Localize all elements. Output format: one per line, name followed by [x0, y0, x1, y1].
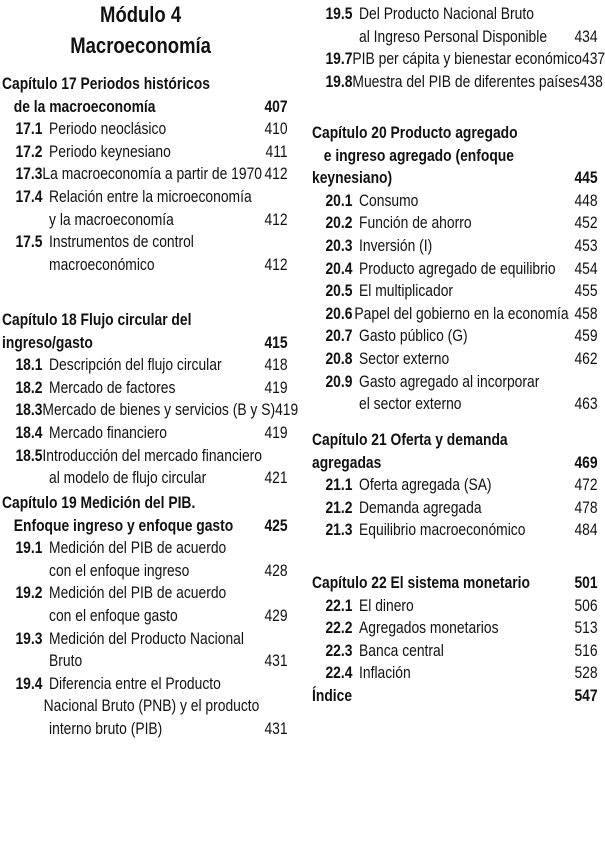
- page-number: 506: [574, 596, 598, 615]
- section-entry[interactable]: [2, 377, 288, 400]
- page-number: 428: [264, 561, 288, 580]
- section-number: 19.5: [325, 5, 353, 23]
- section-entry[interactable]: [2, 209, 288, 232]
- section-number: 22.1: [325, 596, 353, 615]
- section-title: Papel del gobierno en la economía: [354, 304, 569, 323]
- chapter-heading-line[interactable]: [312, 145, 598, 168]
- section-number: 20.1: [325, 191, 353, 210]
- chapter-heading-line[interactable]: [312, 452, 598, 475]
- page-number: 445: [574, 169, 598, 188]
- section-entry[interactable]: [312, 474, 598, 497]
- chapter-heading-line[interactable]: [312, 122, 598, 145]
- chapter-title: Índice: [312, 687, 353, 705]
- section-title: Sector externo: [359, 349, 450, 368]
- chapter-title: keynesiano): [312, 169, 393, 188]
- section-title: La macroeconomía a partir de 1970: [42, 165, 263, 184]
- page-number: 434: [574, 27, 598, 46]
- page-number: 429: [264, 606, 288, 625]
- section-title: El dinero: [359, 596, 414, 615]
- chapter-title: e ingreso agregado (enfoque: [323, 146, 514, 165]
- section-title: El multiplicador: [359, 282, 454, 301]
- section-title: Bruto: [49, 652, 83, 671]
- page-number: 472: [574, 476, 598, 495]
- section-entry[interactable]: [312, 640, 598, 663]
- section-entry[interactable]: [2, 650, 288, 673]
- chapter-title: agregadas: [312, 453, 382, 472]
- section-number: 17.1: [15, 120, 43, 139]
- section-number: 20.4: [325, 259, 353, 278]
- section-entry[interactable]: [2, 718, 288, 741]
- section-title: Medición del PIB de acuerdo: [49, 539, 227, 558]
- section-entry[interactable]: [312, 235, 598, 258]
- section-number: 19.2: [15, 584, 43, 603]
- page-number: 458: [574, 304, 598, 323]
- section-title: con el enfoque ingreso: [49, 561, 190, 580]
- section-entry[interactable]: [312, 280, 598, 303]
- section-number: 18.4: [15, 423, 43, 442]
- chapter-entry: [312, 3, 605, 93]
- page-number: [262, 445, 288, 468]
- section-title: PIB per cápita y bienestar económico: [352, 50, 583, 69]
- page-number: [259, 695, 287, 718]
- module-subtitle: Macroeconomía: [70, 33, 211, 58]
- chapter-title: Capítulo 20 Producto agregado: [312, 124, 518, 142]
- section-number: 18.3: [15, 401, 43, 420]
- section-title: Equilibrio macroeconómico: [359, 521, 526, 540]
- section-entry[interactable]: [2, 537, 288, 560]
- page-number: 448: [574, 191, 598, 210]
- section-entry[interactable]: [312, 71, 603, 94]
- page-number: 412: [264, 165, 288, 184]
- section-title: Muestra del PIB de diferentes países: [352, 72, 580, 91]
- chapter-title: Capítulo 22 El sistema monetario: [312, 574, 530, 592]
- page-number: 407: [264, 97, 288, 116]
- chapter-title: Enfoque ingreso y enfoque gasto: [13, 516, 234, 535]
- section-entry[interactable]: [312, 595, 598, 618]
- page-number: [564, 122, 598, 145]
- section-title: Oferta agregada (SA): [359, 476, 492, 495]
- page-number: [254, 492, 288, 515]
- section-entry[interactable]: [2, 582, 288, 605]
- page-number: 438: [579, 72, 603, 91]
- page-number: [254, 309, 288, 332]
- chapter-entry: [312, 685, 598, 708]
- page-number: 484: [574, 521, 598, 540]
- section-number: 18.1: [15, 356, 43, 375]
- page-number: 410: [264, 120, 288, 139]
- section-title: Relación entre la microeconomía: [49, 187, 252, 206]
- page-number: 463: [574, 395, 598, 414]
- section-entry[interactable]: [312, 519, 598, 542]
- section-title: el sector externo: [359, 395, 462, 414]
- section-entry[interactable]: [312, 393, 598, 416]
- page-number: [254, 628, 288, 651]
- page-number: 419: [264, 423, 288, 442]
- section-title: Periodo neoclásico: [49, 120, 167, 139]
- section-number: 20.2: [325, 214, 353, 233]
- chapter-entry: [2, 73, 288, 276]
- chapter-heading-line[interactable]: [2, 309, 288, 332]
- section-number: 19.7: [325, 50, 353, 69]
- section-number: 22.2: [325, 619, 353, 638]
- section-entry[interactable]: [312, 258, 598, 281]
- section-number: 18.5: [15, 446, 43, 465]
- section-entry[interactable]: [2, 673, 288, 696]
- section-title: Periodo keynesiano: [49, 142, 171, 161]
- chapter-title: Capítulo 18 Flujo circular del: [2, 311, 192, 329]
- page-number: 415: [264, 333, 288, 352]
- chapter-title: Capítulo 17 Periodos históricos: [2, 75, 210, 93]
- section-number: 17.5: [15, 233, 43, 252]
- section-title: Mercado de bienes y servicios (B y S): [42, 401, 276, 420]
- section-number: 20.8: [325, 349, 353, 368]
- section-entry[interactable]: [2, 118, 288, 141]
- section-number: 19.1: [15, 539, 43, 558]
- page-number: 469: [574, 453, 598, 472]
- section-number: 19.8: [325, 72, 353, 91]
- section-title: Descripción del flujo circular: [49, 356, 222, 375]
- section-number: 20.7: [325, 327, 353, 346]
- section-number: 20.3: [325, 236, 353, 255]
- section-title: Del Producto Nacional Bruto: [359, 5, 534, 23]
- chapter-entry: [312, 122, 598, 416]
- chapter-heading-line[interactable]: [2, 515, 288, 538]
- page-number: [564, 145, 598, 168]
- section-entry[interactable]: [312, 617, 598, 640]
- section-title: Producto agregado de equilibrio: [359, 259, 556, 278]
- section-number: 19.3: [15, 629, 43, 648]
- chapter-title: Capítulo 21 Oferta y demanda: [312, 431, 508, 449]
- module-title: Módulo 4: [100, 2, 182, 27]
- page-number: 453: [574, 236, 598, 255]
- chapter-title: ingreso/gasto: [2, 333, 93, 352]
- section-title: Mercado financiero: [49, 423, 167, 442]
- section-title: interno bruto (PIB): [49, 719, 163, 738]
- chapter-heading-line[interactable]: [312, 429, 598, 452]
- section-entry[interactable]: [312, 26, 598, 49]
- page-number: 431: [264, 719, 288, 738]
- section-entry[interactable]: [2, 445, 288, 468]
- page-number: 411: [265, 142, 288, 161]
- section-title: Diferencia entre el Producto: [49, 674, 221, 693]
- chapter-heading-line[interactable]: [2, 332, 288, 355]
- chapter-entry: [312, 572, 598, 685]
- section-number: 21.2: [325, 498, 353, 517]
- chapter-entry: [2, 309, 299, 490]
- section-title: Inflación: [359, 664, 411, 683]
- page-number: 421: [264, 469, 288, 488]
- section-number: 21.1: [325, 476, 353, 495]
- section-entry[interactable]: [2, 628, 288, 651]
- section-number: 18.2: [15, 378, 43, 397]
- section-title: Introducción del mercado financiero: [42, 446, 263, 465]
- chapter-heading-line[interactable]: [312, 167, 598, 190]
- section-number: 20.5: [325, 282, 353, 301]
- section-number: 17.3: [15, 165, 43, 184]
- page-number: 516: [574, 641, 598, 660]
- section-entry[interactable]: [312, 212, 598, 235]
- section-entry[interactable]: [2, 186, 288, 209]
- page-number: 412: [264, 255, 288, 274]
- section-entry[interactable]: [312, 190, 598, 213]
- chapter-heading-line[interactable]: [2, 96, 288, 119]
- page-number: 418: [264, 356, 288, 375]
- page-number: 412: [264, 210, 288, 229]
- page-number: [254, 231, 288, 254]
- section-title: Inversión (I): [359, 236, 433, 255]
- page-number: 431: [264, 652, 288, 671]
- section-number: 22.3: [325, 641, 353, 660]
- section-title: Gasto agregado al incorporar: [359, 372, 540, 391]
- section-title: macroeconómico: [49, 255, 155, 274]
- section-title: Consumo: [359, 191, 419, 210]
- page-number: 459: [574, 327, 598, 346]
- page-number: [254, 73, 288, 96]
- chapter-title: Capítulo 19 Medición del PIB.: [2, 494, 196, 512]
- page-number: 528: [574, 664, 598, 683]
- section-number: 17.2: [15, 142, 43, 161]
- section-entry[interactable]: [2, 354, 288, 377]
- page-number: [254, 186, 288, 209]
- section-number: 17.4: [15, 187, 43, 206]
- page-number: 455: [574, 282, 598, 301]
- page-number: [564, 3, 598, 26]
- page-number: [254, 537, 288, 560]
- page-number: 478: [574, 498, 598, 517]
- page-number: [254, 673, 288, 696]
- chapter-entry: [312, 429, 598, 542]
- section-title: Función de ahorro: [359, 214, 472, 233]
- chapter-heading-line[interactable]: [312, 685, 598, 708]
- section-entry[interactable]: [2, 560, 288, 583]
- section-entry[interactable]: [2, 467, 288, 490]
- chapter-heading-line[interactable]: [2, 492, 288, 515]
- page-number: 454: [574, 259, 598, 278]
- section-entry[interactable]: [2, 141, 288, 164]
- section-entry[interactable]: [312, 662, 598, 685]
- page-number: 501: [574, 574, 598, 592]
- page-number: [564, 371, 598, 394]
- section-entry[interactable]: [312, 48, 605, 71]
- section-title: Gasto público (G): [359, 327, 468, 346]
- chapter-entry: [2, 492, 288, 741]
- section-entry[interactable]: [2, 254, 288, 277]
- page-number: 547: [574, 687, 598, 705]
- section-entry[interactable]: [312, 3, 598, 26]
- page-number: [254, 582, 288, 605]
- section-title: Instrumentos de control: [49, 233, 194, 252]
- section-title: Medición del PIB de acuerdo: [49, 584, 227, 603]
- chapter-heading-line[interactable]: [312, 572, 598, 595]
- section-entry[interactable]: [312, 303, 598, 326]
- section-number: 20.6: [325, 304, 353, 323]
- section-title: Nacional Bruto (PNB) y el producto: [43, 697, 260, 716]
- page-number: 513: [574, 619, 598, 638]
- section-entry[interactable]: [312, 371, 598, 394]
- section-number: 21.3: [325, 521, 353, 540]
- page-number: 425: [264, 516, 288, 535]
- section-title: Agregados monetarios: [359, 619, 499, 638]
- section-entry[interactable]: [2, 163, 288, 186]
- section-number: 20.9: [325, 372, 353, 391]
- section-entry[interactable]: [312, 497, 598, 520]
- section-entry[interactable]: [2, 605, 288, 628]
- section-entry[interactable]: [312, 348, 598, 371]
- page-number: [564, 429, 598, 452]
- section-title: Mercado de factores: [49, 378, 176, 397]
- section-entry[interactable]: [2, 399, 299, 422]
- chapter-title: de la macroeconomía: [13, 97, 156, 116]
- chapter-heading-line[interactable]: [2, 73, 288, 96]
- section-title: Medición del Producto Nacional: [49, 629, 244, 648]
- section-entry[interactable]: [312, 325, 598, 348]
- page-number: 437: [582, 50, 605, 69]
- section-entry[interactable]: [2, 695, 288, 718]
- section-entry[interactable]: [2, 422, 288, 445]
- section-entry[interactable]: [2, 231, 288, 254]
- page-number: 419: [264, 378, 288, 397]
- section-title: con el enfoque gasto: [49, 606, 178, 625]
- section-title: Banca central: [359, 641, 444, 660]
- page-number: 462: [574, 349, 598, 368]
- section-title: al Ingreso Personal Disponible: [359, 27, 548, 46]
- section-title: al modelo de flujo circular: [49, 469, 207, 488]
- page-number: 419: [275, 401, 299, 420]
- section-number: 22.4: [325, 664, 353, 683]
- section-number: 19.4: [15, 674, 43, 693]
- page-number: 452: [574, 214, 598, 233]
- section-title: Demanda agregada: [359, 498, 482, 517]
- section-title: y la macroeconomía: [49, 210, 174, 229]
